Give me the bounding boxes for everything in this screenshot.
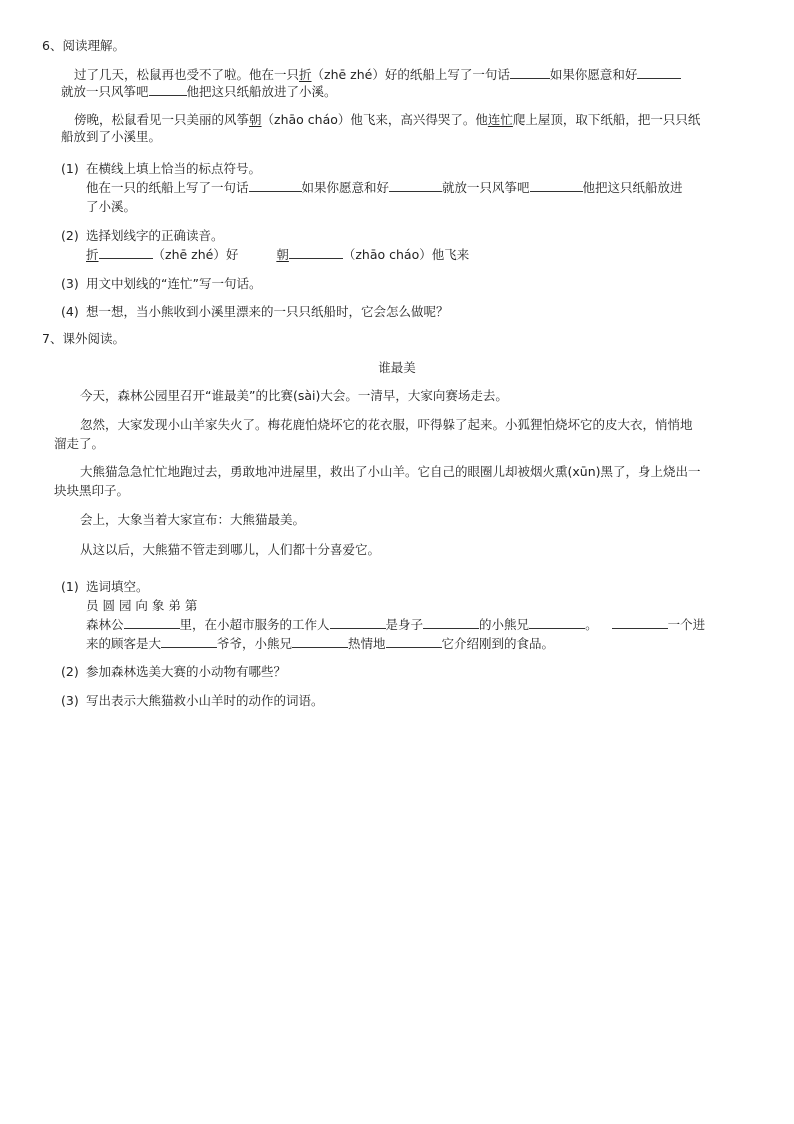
- blank[interactable]: [124, 616, 180, 629]
- q6-passage-p1-line2: 就放一只风筝吧 他把这只纸船放进了小溪。: [61, 84, 337, 99]
- q6-sub1: (1) 在横线上填上恰当的标点符号。: [61, 161, 262, 176]
- q6-sub2-line: 折 （zhē zhé）好 朝 （zhāo cháo）他飞来: [86, 247, 470, 262]
- blank[interactable]: [529, 616, 585, 629]
- story-p3-line1: 大熊猫急急忙忙地跑过去，勇敢地冲进屋里，救出了小山羊。它自己的眼圈儿却被烟火熏(xūn)黑了，身上烧出一: [80, 464, 701, 479]
- story-p2-line2: 溜走了。: [54, 436, 105, 451]
- blank[interactable]: [161, 635, 217, 648]
- q6-sub1-line1: 他在一只的纸船上写了一句话 如果你愿意和好 就放一只风筝吧 他把这只纸船放进: [86, 180, 683, 195]
- blank[interactable]: [292, 635, 348, 648]
- blank[interactable]: [612, 616, 668, 629]
- underlined-zhe: 折: [299, 67, 312, 82]
- underlined-chao: 朝: [249, 112, 262, 127]
- blank[interactable]: [386, 635, 442, 648]
- underlined-lianmang: 连忙: [487, 112, 513, 127]
- blank[interactable]: [423, 616, 479, 629]
- q7-heading: 7、课外阅读。: [42, 331, 125, 346]
- blank[interactable]: [289, 246, 343, 259]
- blank[interactable]: [530, 179, 583, 192]
- blank[interactable]: [637, 66, 681, 79]
- q6-sub1-line2: 了小溪。: [86, 199, 137, 214]
- q6-passage-p2-line2: 船放到了小溪里。: [61, 129, 162, 144]
- q6-sub3: (3) 用文中划线的“连忙”写一句话。: [61, 276, 262, 291]
- q6-sub4: (4) 想一想，当小熊收到小溪里漂来的一只只纸船时，它会怎么做呢？: [61, 304, 449, 319]
- q6-passage-p2-line1: 傍晚，松鼠看见一只美丽的风筝朝（zhāo cháo）他飞来，高兴得哭了。他连忙爬上屋顶，取下纸船，把一只只纸: [74, 112, 701, 127]
- q7-sub1-line1: 森林公 里，在小超市服务的工作人 是身子 的小熊兄 。 一个进: [86, 617, 706, 632]
- story-p4: 会上，大象当着大家宣布：大熊猫最美。: [80, 512, 306, 527]
- story-p1: 今天，森林公园里召开“谁最美”的比赛(sài)大会。一清早，大家向赛场走去。: [80, 388, 508, 403]
- story-p2-line1: 忽然，大家发现小山羊家失火了。梅花鹿怕烧坏它的花衣服，吓得躲了起来。小狐狸怕烧坏它的皮大衣，悄悄地: [80, 417, 693, 432]
- q6-heading: 6、阅读理解。: [42, 38, 125, 53]
- story-p3-line2: 块块黑印子。: [54, 483, 130, 498]
- q6-passage-p1-line1: 过了几天，松鼠再也受不了啦。他在一只折（zhē zhé）好的纸船上写了一句话 如果你愿意和好: [74, 66, 681, 84]
- q7-sub3: (3) 写出表示大熊猫救小山羊时的动作的词语。: [61, 693, 324, 708]
- q7-sub2: (2) 参加森林选美大赛的小动物有哪些？: [61, 664, 287, 679]
- q7-sub1: (1) 选词填空。: [61, 579, 149, 594]
- blank[interactable]: [99, 246, 153, 259]
- q6-sub2: (2) 选择划线字的正确读音。: [61, 228, 224, 243]
- blank[interactable]: [249, 179, 302, 192]
- blank[interactable]: [149, 83, 187, 96]
- q7-sub1-line2: 来的顾客是大 爷爷，小熊兄 热情地 它介绍刚到的食品。: [86, 636, 555, 651]
- blank[interactable]: [510, 66, 550, 79]
- word-bank: 员 圆 园 向 象 弟 第: [86, 598, 198, 613]
- blank[interactable]: [389, 179, 442, 192]
- blank[interactable]: [330, 616, 386, 629]
- story-title: 谁最美: [378, 360, 416, 375]
- story-p5: 从这以后，大熊猫不管走到哪儿，人们都十分喜爱它。: [80, 542, 381, 557]
